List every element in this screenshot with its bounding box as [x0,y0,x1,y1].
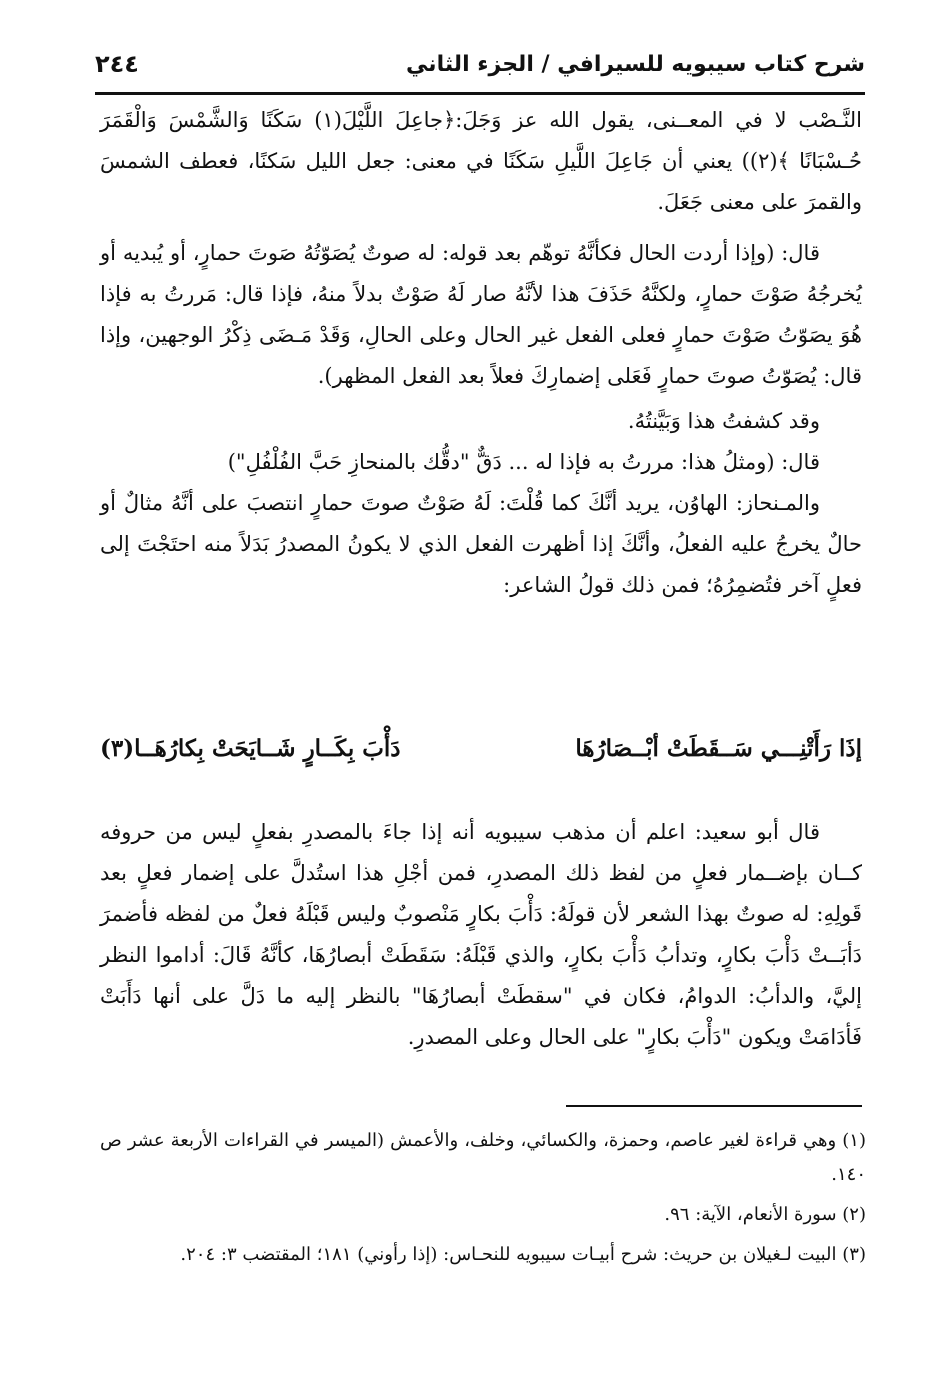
footnotes [100,1124,866,1278]
main-text [100,100,862,606]
paragraph-3: وقد كشفتُ هذا وَبَيَّنتُهُ. [627,409,820,433]
header-title: شرح كتاب سيبويه للسيرافي / الجزء الثاني [406,52,865,77]
footnote-2: (٢) سورة الأنعام، الآية: ٩٦. [664,1204,866,1225]
paragraph-1: النَّـصْب لا في المعــنى، يقول الله عز وَجَلَ:﴿جاعِلَ اللَّيْلَ(١) سَكَنًا وَالشَّمْسَ وَالْقَمَرَ حُـسْبَانًا ﴾(٢)) يعني أن جَاعِلَ اللَّيلِ سَكَنًا في معنى: جعل الليل سَكنًا، فعطف الشمسَ والقمرَ على معنى جَعَلَ. [100,108,862,214]
paragraph-5: والمـنحاز: الهاوُن، يريد أنَّكَ كما قُلْتَ: لَهُ صَوْتٌ صوتَ حمارٍ انتصبَ على أنَّهُ مثالٌ أو حالٌ يخرجُ عليه الفعلُ، وأنَّكَ إذا أظهرت الفعل الذي لا يكونُ المصدرُ بَدَلاً منه احتَجْتَ إلى فعلٍ آخر فتُضمِرُهُ؛ فمن ذلك قولُ الشاعر: [100,491,862,597]
page-number: ٢٤٤ [95,50,139,78]
poetry-verse [100,735,862,779]
footnote-separator [566,1105,862,1107]
paragraph-4: قال: (ومثلُ هذا: مررتُ به فإذا له ... دَقٌّ "دقُّك بالمنحازِ حَبَّ الفُلْفُلِ") [227,450,820,474]
verse-first-hemistich: إذَا رَأَتْنِـــي سَــقَطَتْ أبْــصَارُهَا [575,735,862,762]
running-header [95,44,865,88]
paragraph-6: قال أبو سعيد: اعلم أن مذهب سيبويه أنه إذا جاءَ بالمصدرِ بفعلٍ ليس من حروفه كــان بإضــمار فعلٍ من لفظ ذلك المصدرِ، فمن أجْلِ هذا استُدلَّ على إضمار فعلٍ بعد قَولِهِ: له صوتٌ بهذا الشعر لأن قولَهُ: دَأْبَ بكارٍ مَنْصوبٌ وليس قَبْلَهُ فعلٌ من لفظه فأضمرَ دَأبَــتْ دَأْبَ بكارٍ، وتدأبُ دَأْبَ بكارٍ، والذي قَبْلَهُ: سَقَطَتْ أبصارُهَا، كأنَّهُ قَالَ: أداموا النظر إليَّ، والدأبُ: الدوامُ، فكان في "سقطَتْ أبصارُهَا" بالنظر إليه ما دَلَّ على أنها دَأَبَتْ فَأدَامَتْ ويكون "دَأْبَ بكارٍ" على الحال وعلى المصدرِ. [100,820,862,1049]
commentary-text [100,812,862,1058]
header-rule [95,92,865,95]
footnote-3: (٣) البيت لـغيلان بن حريث: شرح أبيـات سيبويه للنحـاس: (إذا رأوني) ١٨١؛ المقتضب ٣: ٢٠٤. [180,1244,866,1265]
footnote-1: (١) وهي قراءة لغير عاصم، وحمزة، والكسائي، وخلف، والأعمش (الميسر في القراءات الأربعة عشر ص ١٤٠. [100,1130,866,1185]
paragraph-2: قال: (وإذا أردت الحال فكأنَّهُ توهّم بعد قوله: له صوتٌ يُصَوّتُهُ صَوتَ حمارٍ، أو يُبديه أو يُخرجُهُ صَوْتَ حمارٍ، ولكنَّهُ حَذَفَ هذا لأنَّهُ صار لَهُ صَوْتٌ بدلاً منهُ، فإذا قال: مَررتُ به فإذا هُوَ يصَوّتُ صَوْتَ حمارٍ فعلى الفعل غير الحال وعلى الحالِ، وَقَدْ مَـضَى ذِكْرُ الوجهين، وإذا قال: يُصَوّتُ صوتَ حمارٍ فَعَلى إضمارِكَ فعلاً بعد الفعل المظهر). [100,241,862,388]
verse-second-hemistich: دَأْبَ بِكَــارٍ شَــايَحَتْ بِكارُهَــا(٣) [100,735,401,762]
